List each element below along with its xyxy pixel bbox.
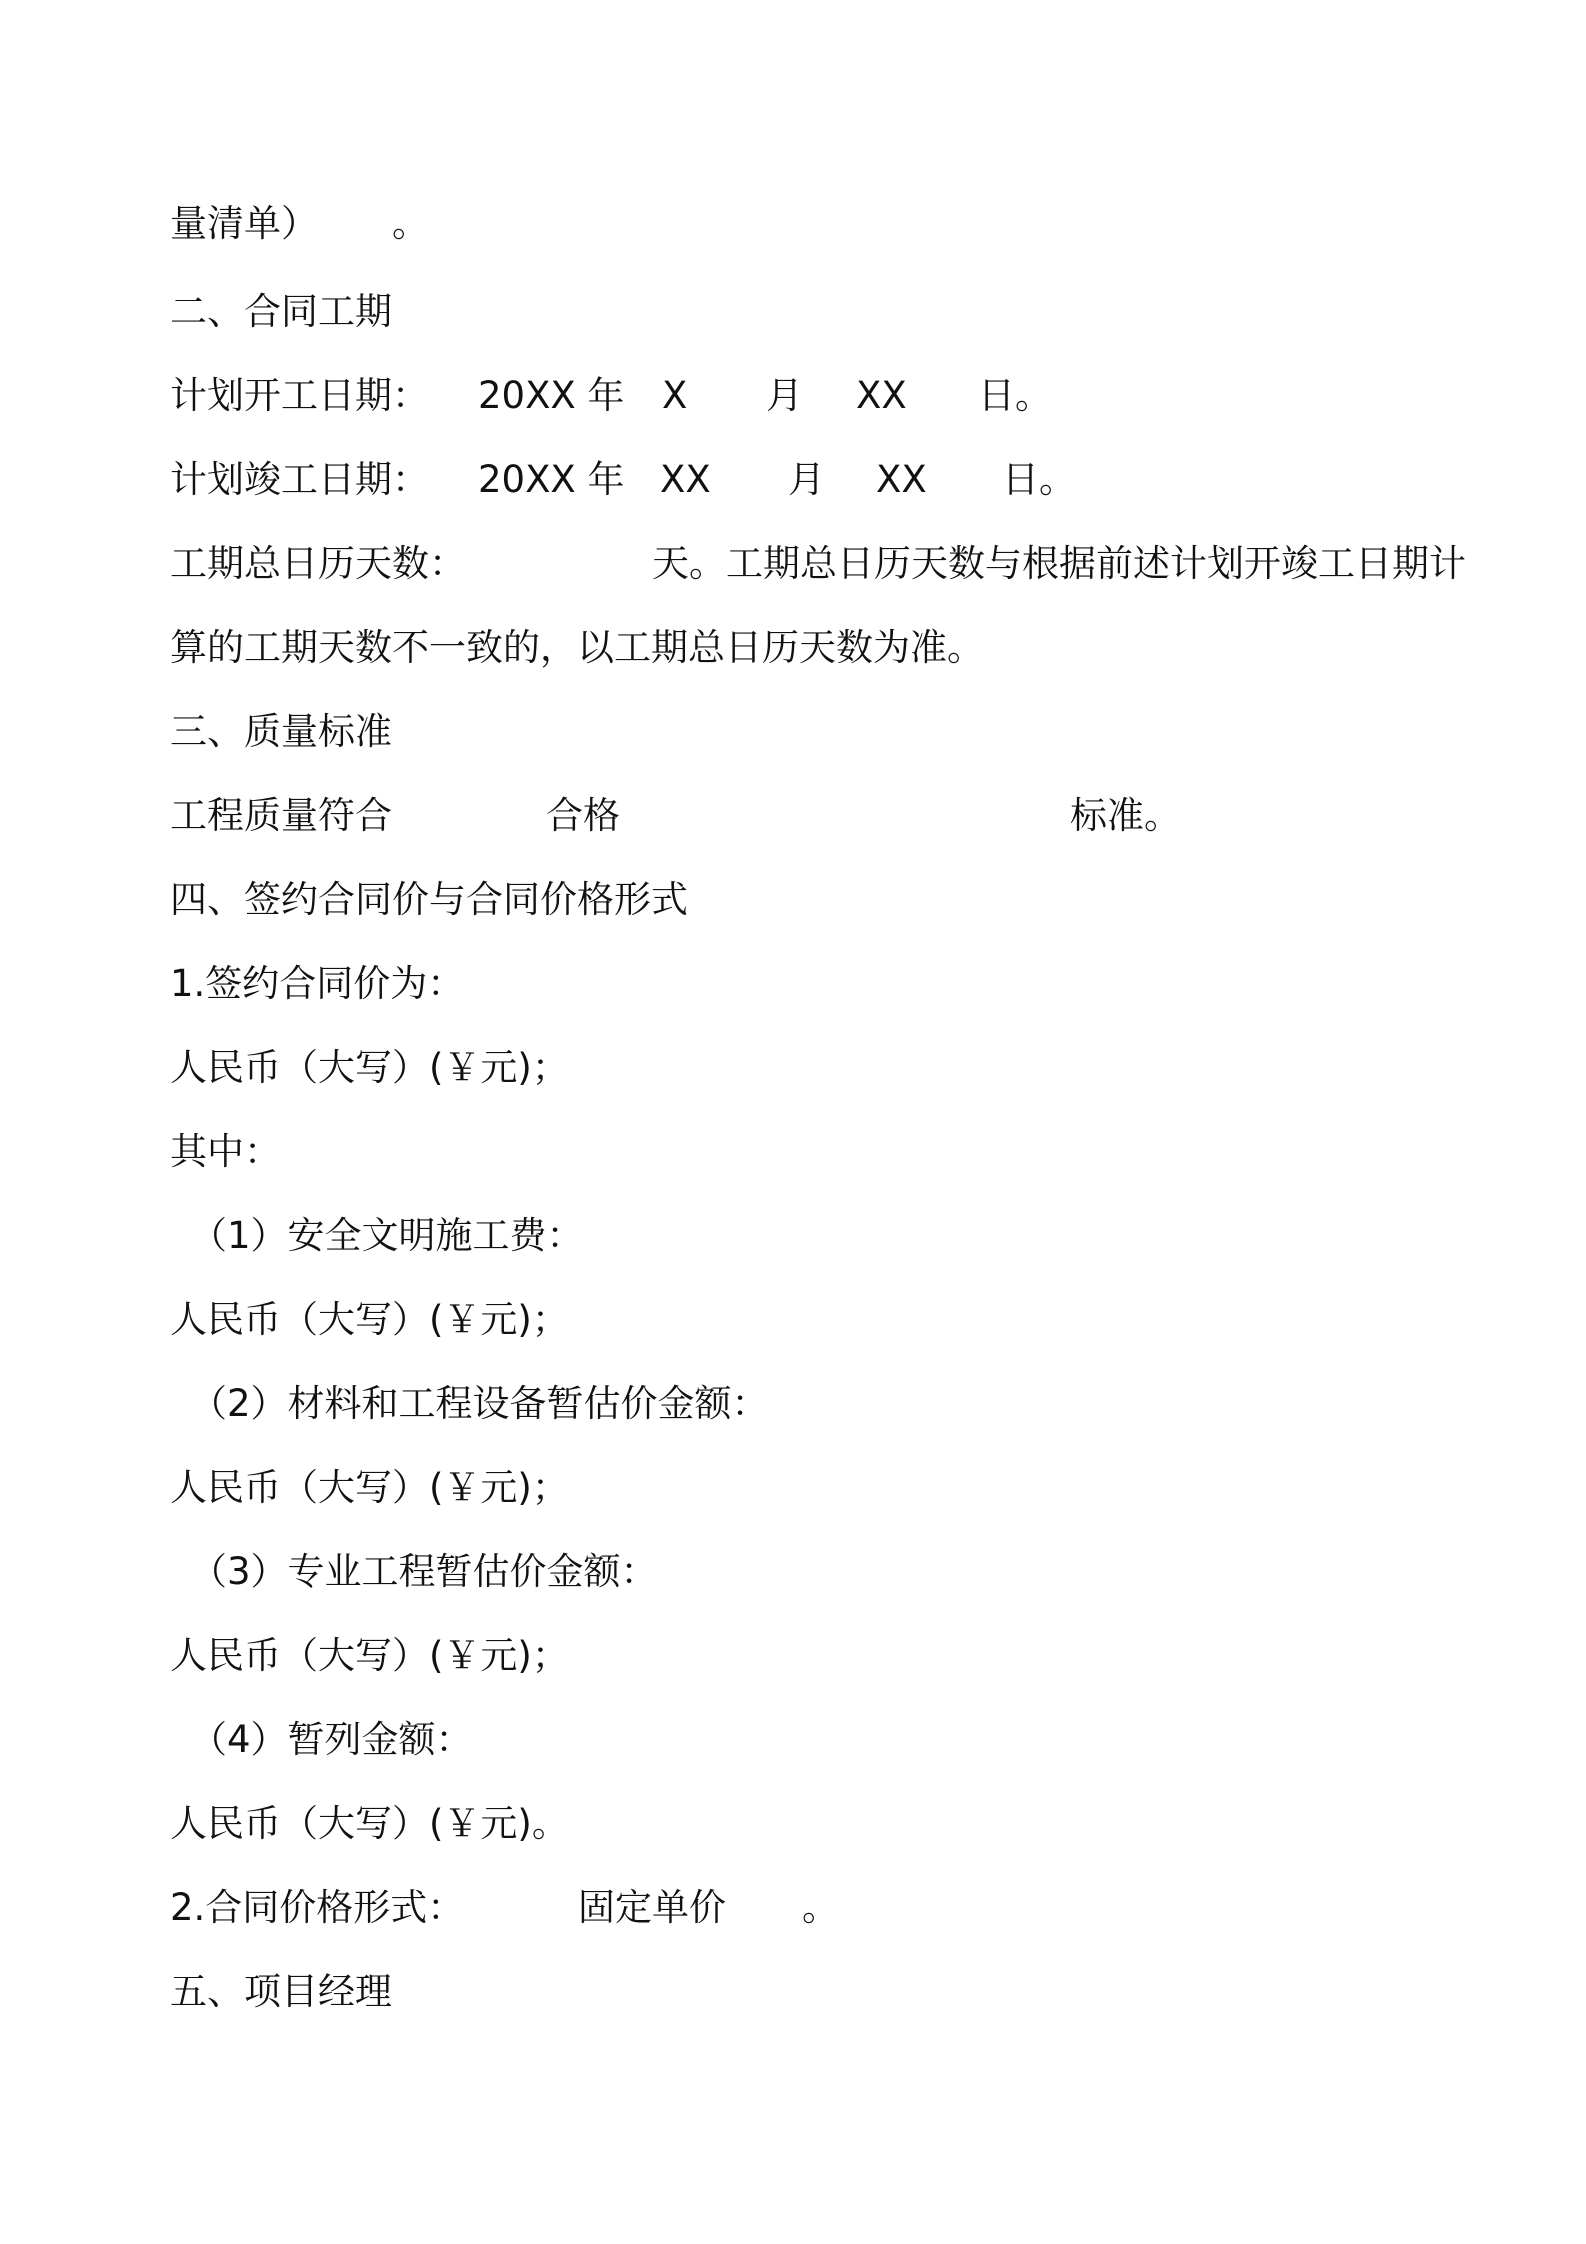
line-rmb-material: 人民币（大写）(￥元)； <box>170 1466 569 1509</box>
heading-project-manager: 五、项目经理 <box>170 1970 392 2013</box>
line-rmb-safety: 人民币（大写）(￥元)； <box>170 1298 569 1341</box>
quality-label: 工程质量符合 <box>170 794 392 837</box>
line-of-which: 其中： <box>170 1130 281 1173</box>
total-days-label: 工期总日历天数： <box>170 542 466 585</box>
start-month-value: X <box>662 374 688 417</box>
price-form-end: 。 <box>802 1886 839 1929</box>
price-form-label: 2.合同价格形式： <box>170 1886 465 1929</box>
item-material-provisional: （2）材料和工程设备暂估价金额： <box>190 1382 769 1425</box>
quality-value: 合格 <box>546 794 620 837</box>
completion-year: 20XX 年 <box>478 458 625 501</box>
line-rmb-specialty: 人民币（大写）(￥元)； <box>170 1634 569 1677</box>
start-day-label: 日。 <box>978 374 1052 417</box>
start-label: 计划开工日期： <box>170 374 429 417</box>
start-year: 20XX 年 <box>478 374 625 417</box>
item-provisional-sum: （4）暂列金额： <box>190 1718 473 1761</box>
total-days-text: 天。工期总日历天数与根据前述计划开竣工日期计 <box>652 542 1466 585</box>
completion-day-label: 日。 <box>1002 458 1076 501</box>
start-month-label: 月 <box>766 374 803 417</box>
price-form-value: 固定单价 <box>578 1886 726 1929</box>
line-signed-price: 1.签约合同价为： <box>170 962 465 1005</box>
line-rmb-provisional: 人民币（大写）(￥元)。 <box>170 1802 569 1845</box>
bill-text: 量清单） <box>170 202 318 245</box>
completion-label: 计划竣工日期： <box>170 458 429 501</box>
heading-contract-period: 二、合同工期 <box>170 290 392 333</box>
item-safety-fee: （1）安全文明施工费： <box>190 1214 584 1257</box>
heading-quality-standard: 三、质量标准 <box>170 710 392 753</box>
line-rmb-total: 人民币（大写）(￥元)； <box>170 1046 569 1089</box>
completion-month-label: 月 <box>788 458 825 501</box>
quality-end: 标准。 <box>1070 794 1181 837</box>
bill-period: 。 <box>392 202 429 245</box>
item-specialty-provisional: （3）专业工程暂估价金额： <box>190 1550 658 1593</box>
line-total-days-continued: 算的工期天数不一致的，以工期总日历天数为准。 <box>170 626 984 669</box>
heading-contract-price: 四、签约合同价与合同价格形式 <box>170 878 688 921</box>
start-day-value: XX <box>856 374 907 417</box>
completion-month-value: XX <box>660 458 711 501</box>
completion-day-value: XX <box>876 458 927 501</box>
